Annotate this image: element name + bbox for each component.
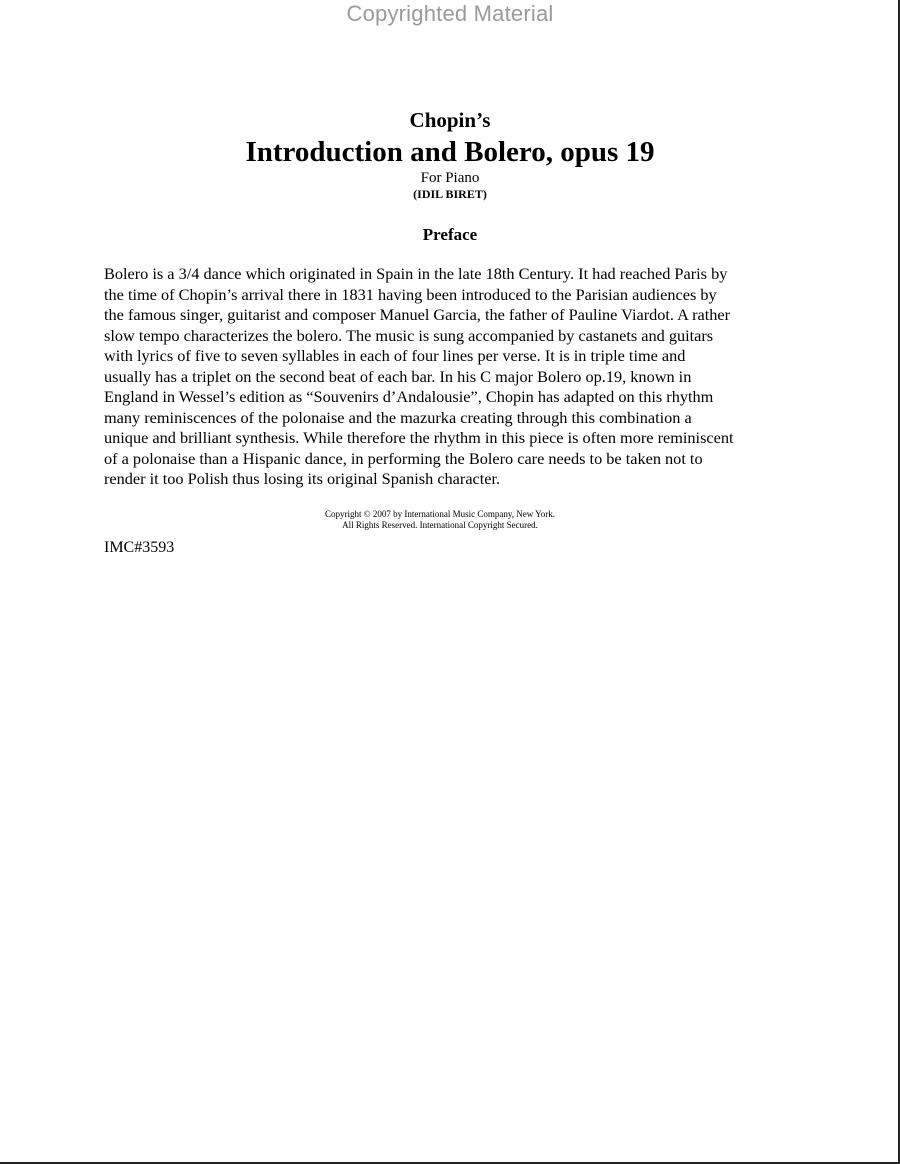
preface-line: the time of Chopin’s arrival there in 1831 having been introduced to the Parisian audiences by <box>104 284 717 304</box>
preface-line: Bolero is a 3/4 dance which originated in Spain in the late 18th Century. It had reached Paris by <box>104 264 728 283</box>
performer-name: (IDIL BIRET) <box>413 187 487 201</box>
preface-line: many reminiscences of the polonaise and the mazurka creating through this combination a <box>104 407 692 427</box>
copyright-line-2: All Rights Reserved. International Copyright Secured. <box>342 520 538 530</box>
instrument-subtitle: For Piano <box>420 170 480 186</box>
copyright-line-1: Copyright © 2007 by International Music Company, New York. <box>325 509 555 519</box>
preface-line: England in Wessel’s edition as “Souvenirs d’Andalousie”, Chopin has adapted on this rhythm <box>104 387 714 406</box>
preface-line: of a polonaise than a Hispanic dance, in performing the Bolero care needs to be taken not to <box>104 448 703 468</box>
preface-line: slow tempo characterizes the bolero. The music is sung accompanied by castanets and guitars <box>104 325 714 345</box>
copyright-watermark: Copyrighted Material <box>346 1 554 26</box>
preface-line: usually has a triplet on the second beat of each bar. In his C major Bolero op.19, known in <box>104 366 692 386</box>
preface-line: render it too Polish thus losing its original Spanish character. <box>104 469 501 488</box>
preface-line: unique and brilliant synthesis. While therefore the rhythm in this piece is often more reminiscent <box>104 428 734 447</box>
catalog-number: IMC#3593 <box>104 539 175 556</box>
preface-line: with lyrics of five to seven syllables in each of four lines per verse. It is in triple time and <box>104 346 686 365</box>
page-title: Introduction and Bolero, opus 19 <box>245 136 655 168</box>
copyright-notice <box>0 509 880 531</box>
preface-body <box>104 264 804 490</box>
composer-heading: Chopin’s <box>409 108 491 132</box>
preface-line: the famous singer, guitarist and composer Manuel Garcia, the father of Pauline Viardot. A rather <box>104 305 731 324</box>
preface-heading: Preface <box>422 225 478 244</box>
